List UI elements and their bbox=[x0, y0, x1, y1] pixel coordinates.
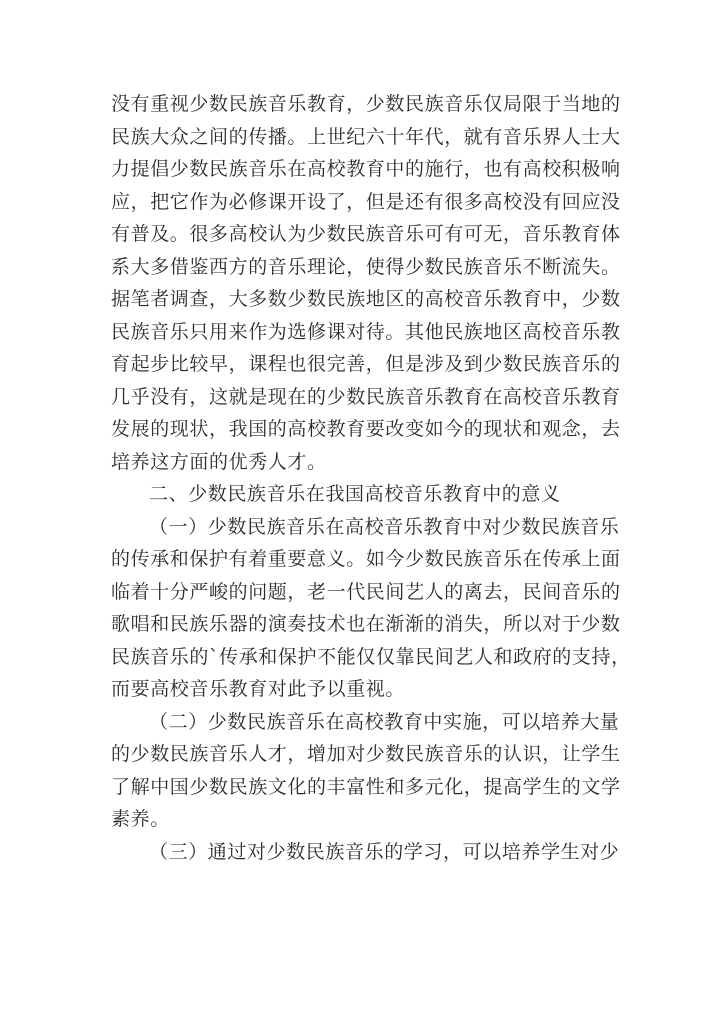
text-line: 民族大众之间的传播。上世纪六十年代，就有音乐界人士大 bbox=[111, 125, 621, 148]
text-line: （二）少数民族音乐在高校教育中实施，可以培养大量 bbox=[149, 710, 620, 733]
text-line: 系大多借鉴西方的音乐理论，使得少数民族音乐不断流失。 bbox=[111, 255, 621, 278]
document-body bbox=[111, 88, 631, 868]
text-line: 素养。 bbox=[111, 808, 170, 830]
text-line: 歌唱和民族乐器的演奏技术也在渐渐的消失，所以对于少数 bbox=[111, 613, 621, 635]
paragraph-4 bbox=[111, 836, 621, 869]
paragraph-2 bbox=[111, 511, 631, 706]
text-line: 的传承和保护有着重要意义。如今少数民族音乐在传承上面 bbox=[111, 548, 621, 570]
text-line: 民族音乐只用来作为选修课对待。其他民族地区高校音乐教 bbox=[111, 320, 621, 343]
text-line: 应，把它作为必修课开设了，但是还有很多高校没有回应没 bbox=[111, 190, 621, 213]
text-line: （一）少数民族音乐在高校音乐教育中对少数民族音乐 bbox=[149, 515, 620, 538]
text-line: 培养这方面的优秀人才。 bbox=[111, 450, 327, 473]
text-line: 没有重视少数民族音乐教育，少数民族音乐仅局限于当地的 bbox=[111, 93, 621, 115]
paragraph-3 bbox=[111, 706, 621, 836]
text-line: （三）通过对少数民族音乐的学习，可以培养学生对少 bbox=[149, 840, 620, 863]
text-line: 而要高校音乐教育对此予以重视。 bbox=[111, 678, 406, 700]
text-line: 有普及。很多高校认为少数民族音乐可有可无，音乐教育体 bbox=[111, 223, 621, 245]
paragraph-1 bbox=[111, 88, 621, 478]
section-heading bbox=[111, 478, 621, 511]
text-line: 了解中国少数民族文化的丰富性和多元化，提高学生的文学 bbox=[111, 775, 621, 798]
text-line: 发展的现状，我国的高校教育要改变如今的现状和观念，去 bbox=[111, 418, 621, 440]
text-line: 民族音乐的`传承和保护不能仅仅靠民间艺人和政府的支持， bbox=[111, 645, 631, 668]
text-line: 几乎没有，这就是现在的少数民族音乐教育在高校音乐教育 bbox=[111, 385, 621, 408]
text-line: 力提倡少数民族音乐在高校教育中的施行，也有高校积极响 bbox=[111, 158, 621, 180]
heading-text: 二、少数民族音乐在我国高校音乐教育中的意义 bbox=[149, 483, 561, 505]
text-line: 据笔者调查，大多数少数民族地区的高校音乐教育中，少数 bbox=[111, 288, 621, 310]
text-line: 的少数民族音乐人才，增加对少数民族音乐的认识，让学生 bbox=[111, 743, 621, 765]
text-line: 临着十分严峻的问题，老一代民间艺人的离去，民间音乐的 bbox=[111, 580, 621, 603]
text-line: 育起步比较早，课程也很完善，但是涉及到少数民族音乐的 bbox=[111, 353, 621, 375]
